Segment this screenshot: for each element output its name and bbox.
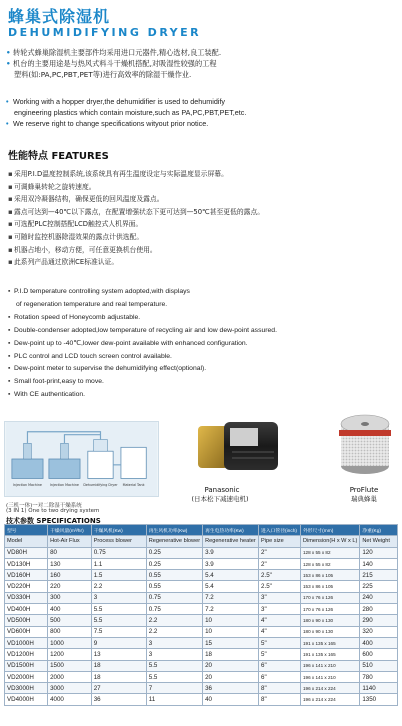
table-cell: 0.75 [91,547,146,558]
table-row [5,694,398,705]
intro-en [6,96,398,129]
table-row [5,581,398,592]
table-cell: 5.5 [146,660,202,671]
diagram-label: Material Tank [122,483,145,488]
table-cell: 0.75 [146,592,202,603]
table-cell: 11 [146,694,202,705]
table-header-cn: 进入口管径(inch) [259,525,301,536]
bullet-square-icon: ▪ [8,313,11,321]
table-row [5,649,398,660]
table-cell: 18 [91,660,146,671]
table-cell: 130 [48,558,92,569]
table-row [5,671,398,682]
table-cell: 1.1 [91,558,146,569]
table-header-en: Hot-Air Flux [48,536,92,547]
intro-en-item: • We reserve right to change specifications wityout prior notice. [6,119,209,128]
table-cell: 36 [91,694,146,705]
feature-cn-item: ▪此系列产品通过欧洲CE标准认证。 [8,256,398,269]
bullet-square-icon: ▪ [8,391,11,399]
table-cell: 0.55 [146,581,202,592]
table-cell: 3" [259,592,301,603]
feature-cn-item: ▪可选配PLC控制搭配LCD触控式人机界面。 [8,218,398,231]
table-cell: 191 x 135 x 165 [300,637,359,648]
table-cell: 0.55 [146,570,202,581]
table-cell: VD1500H [5,660,48,671]
table-cell: 1350 [360,694,398,705]
bullet-square-icon: ▪ [8,326,11,334]
features-en-list [8,286,398,402]
table-cell: 0.75 [146,604,202,615]
table-cell: 128 x 55 x 82 [300,547,359,558]
feature-en-item: ▪ Rotation speed of Honeycomb adjustable. [8,312,398,325]
specifications-table [4,524,398,706]
table-cell: 20 [203,660,259,671]
table-cell: 510 [360,660,398,671]
drying-system-diagram [4,421,159,497]
bullet-dot-icon: • [6,97,9,106]
table-cell: 6" [259,671,301,682]
feature-en-item: ▪ Dew-point meter to supervise the dehumidifying effect(optional). [8,363,398,376]
motor-desc: (日本松下减速电机) [191,495,249,503]
intro-en-item: engineering plastics which contain moisture,such as PA,PC,PBT,PET,etc. [14,108,247,117]
bullet-square-icon: ▪ [8,258,13,267]
table-cell: VD600H [5,626,48,637]
table-cell: 170 x 76 x 126 [300,592,359,603]
table-cell: VD220H [5,581,48,592]
features-heading: 性能特点 FEATURES [8,151,109,162]
table-cell: 225 [360,581,398,592]
table-cell: 1200 [48,649,92,660]
table-cell: 5.4 [203,581,259,592]
bullet-dot-icon: • [6,48,11,57]
table-cell: 7.5 [91,626,146,637]
table-row [5,547,398,558]
table-header-cn: 再生电热功率(Kw) [203,525,259,536]
bullet-square-icon: ▪ [8,220,13,229]
table-cell: VD4000H [5,694,48,705]
diagram-label: Injection Machine [49,483,79,488]
bullet-square-icon: ▪ [8,170,13,178]
table-cell: 320 [360,626,398,637]
table-cell: VD160H [5,570,48,581]
proflute-brand: ProFlute [349,486,379,494]
feature-cn-item: ▪采用P.I.D温度控制系统,该系统具有再生温度设定与实际温度显示屏幕。 [8,168,398,181]
table-header-cn: 干燥风量(m³/hr) [48,525,92,536]
table-header-en: Process blower [91,536,146,547]
table-cell: 220 [48,581,92,592]
table-cell: 196 x 141 x 210 [300,660,359,671]
table-cell: 7 [146,683,202,694]
table-row [5,570,398,581]
table-cell: 1500 [48,660,92,671]
bullet-square-icon: ▪ [8,207,13,216]
table-cell: 27 [91,683,146,694]
table-cell: 8" [259,683,301,694]
features-cn-list [8,168,398,269]
table-cell: 300 [48,592,92,603]
table-cell: 0.25 [146,547,202,558]
table-cell: 290 [360,615,398,626]
table-cell: 10 [203,615,259,626]
table-cell: VD330H [5,592,48,603]
table-cell: 0.25 [146,558,202,569]
feature-en-item: ▪ P.I.D temperature controlling system adopted,with displays [8,286,398,299]
table-cell: VD3000H [5,683,48,694]
table-cell: 180 x 90 x 130 [300,615,359,626]
table-cell: VD130H [5,558,48,569]
table-cell: 215 [360,570,398,581]
feature-cn-item: ▪露点可达到—40℃以下露点，在配置增强状态下更可达到—50℃甚至更低的露点。 [8,206,398,219]
table-header-en: Model [5,536,48,547]
table-cell: 3000 [48,683,92,694]
bullet-square-icon: ▪ [8,288,11,295]
bullet-dot-icon: • [6,59,11,68]
feature-en-item: ▪ PLC control and LCD touch screen control available. [8,351,398,364]
diagram-label: Injection Machine [12,483,42,488]
table-cell: 170 x 76 x 126 [300,604,359,615]
bullet-square-icon: ▪ [8,339,11,347]
bullet-square-icon: ▪ [8,182,13,191]
table-cell: 140 [360,558,398,569]
table-cell: VD500H [5,615,48,626]
bullet-square-icon: ▪ [8,195,13,204]
table-cell: 80 [48,547,92,558]
table-cell: 196 x 214 x 224 [300,683,359,694]
table-cell: 18 [203,649,259,660]
table-header-en: Dimension(H x W x L) [300,536,359,547]
feature-en-item: of regeneration temperature and real temperature. [16,300,168,308]
table-cell: 280 [360,604,398,615]
specifications-heading: 技术参数 SPECIFICATIONS [6,517,101,525]
table-cell: 9 [91,637,146,648]
table-cell: 153 x 86 x 105 [300,581,359,592]
table-cell: VD1000H [5,637,48,648]
feature-cn-item: ▪机器占地小，移动方便，可任意更换机台使用。 [8,244,398,257]
feature-cn-item: ▪采用双冷凝器结构，确保更低的回风温度及露点。 [8,193,398,206]
table-cell: 3 [146,649,202,660]
table-cell: 3.9 [203,558,259,569]
bullet-square-icon: ▪ [8,378,11,386]
table-cell: 3" [259,604,301,615]
table-header-en: Regenerative heater [203,536,259,547]
table-cell: 5" [259,637,301,648]
table-cell: 7.2 [203,604,259,615]
table-cell: 10 [203,626,259,637]
table-cell: 2.2 [146,615,202,626]
table-cell: 180 x 90 x 130 [300,626,359,637]
table-cell: 400 [48,604,92,615]
proflute-rotor-image [336,404,394,484]
table-cell: 196 x 214 x 224 [300,694,359,705]
intro-cn-item: • 转轮式蜂巢除湿机主要部件均采用进口元器件,精心选材,良工装配. [6,48,222,57]
table-row [5,660,398,671]
bullet-square-icon: ▪ [8,365,11,373]
table-cell: 1000 [48,637,92,648]
proflute-desc: 瑞典蜂巢 [351,495,377,503]
table-header-cn: 净重(Kg) [360,525,398,536]
table-cell: 240 [360,592,398,603]
feature-cn-item: ▪可调蜂巢转轮之旋转速度。 [8,181,398,194]
table-cell: 8" [259,694,301,705]
table-row [5,637,398,648]
table-cell: 2.2 [146,626,202,637]
page-title-en: DEHUMIDIFYING DRYER [8,26,202,39]
table-cell: 128 x 55 x 82 [300,558,359,569]
table-cell: 2.5" [259,570,301,581]
table-header-en: Regenerative blower [146,536,202,547]
table-cell: 4" [259,626,301,637]
table-row [5,592,398,603]
table-cell: 5.4 [203,570,259,581]
table-cell: 40 [203,694,259,705]
table-cell: 800 [48,626,92,637]
table-cell: 2" [259,547,301,558]
table-cell: 3 [146,637,202,648]
table-cell: VD1200H [5,649,48,660]
table-cell: 20 [203,671,259,682]
table-cell: 36 [203,683,259,694]
bullet-square-icon: ▪ [8,232,13,241]
table-header-cn: 再生风机功率(Kw) [146,525,202,536]
intro-cn [6,47,398,80]
page-title-cn: 蜂巢式除湿机 [8,7,111,26]
table-cell: 2" [259,558,301,569]
table-cell: 18 [91,671,146,682]
table-cell: 2.5" [259,581,301,592]
table-cell: 1.5 [91,570,146,581]
table-cell: 4" [259,615,301,626]
table-row [5,683,398,694]
table-cell: VD400H [5,604,48,615]
table-cell: 3 [91,592,146,603]
table-cell: VD80H [5,547,48,558]
table-cell: 1140 [360,683,398,694]
table-cell: 5.5 [91,615,146,626]
table-header-en: Pipe size [259,536,301,547]
diagram-label: Dehumidifying Dryer [83,483,118,488]
table-header-cn: 干燥风机(Kw) [91,525,146,536]
table-cell: 153 x 86 x 105 [300,570,359,581]
table-row [5,604,398,615]
material-tank [121,447,146,478]
table-cell: 196 x 141 x 210 [300,671,359,682]
feature-en-item: ▪ Dew-point up to -40℃,lower dew-point available with enhanced configuration. [8,338,398,351]
table-cell: 6" [259,660,301,671]
table-cell: 3.9 [203,547,259,558]
table-row [5,615,398,626]
table-cell: 13 [91,649,146,660]
feature-en-item: ▪ Double-condenser adopted,low temperature of recycling air and low dew-point assured. [8,325,398,338]
table-cell: 400 [360,637,398,648]
table-cell: 5.5 [91,604,146,615]
feature-cn-item: ▪可随时监控机器除湿效果的露点计供选配。 [8,231,398,244]
feature-en-item: ▪ Small foot-print,easy to move. [8,376,398,389]
diagram-caption-en: (3 IN 1) One to two drying system [6,508,100,514]
table-cell: 4000 [48,694,92,705]
motor-brand: Panasonic [204,486,240,494]
panasonic-motor-image [196,412,286,484]
table-header-en: Net Weight [360,536,398,547]
table-cell: 2000 [48,671,92,682]
table-cell: 120 [360,547,398,558]
table-cell: 5" [259,649,301,660]
table-cell: 500 [48,615,92,626]
bullet-dot-icon: • [6,119,9,128]
table-cell: 15 [203,637,259,648]
table-row [5,558,398,569]
intro-cn-item: 塑料(如:PA,PC,PBT,PET等)进行高效率的除湿干燥作业. [14,70,192,79]
table-cell: 160 [48,570,92,581]
bullet-square-icon: ▪ [8,352,11,360]
table-cell: 5.5 [146,671,202,682]
table-header-cn: 型号 [5,525,48,536]
feature-en-item: ▪ With CE authentication. [8,389,398,402]
diagram-caption-cn: (三机一体)一对二除湿干燥系统 [6,503,82,509]
table-cell: 600 [360,649,398,660]
table-cell: 191 x 135 x 165 [300,649,359,660]
table-header-cn: 外形尺寸(mm) [300,525,359,536]
table-cell: VD2000H [5,671,48,682]
table-row [5,626,398,637]
intro-en-item: • Working with a hopper dryer,the dehumidifier is used to dehumidify [6,97,226,106]
bullet-square-icon: ▪ [8,245,13,254]
system-diagram-svg [5,422,158,496]
table-cell: 7.2 [203,592,259,603]
table-cell: 2.2 [91,581,146,592]
table-cell: 780 [360,671,398,682]
intro-cn-item: • 机台的主要用途是与热风式料斗干燥机搭配,对吸湿性较强的工程 [6,59,217,68]
